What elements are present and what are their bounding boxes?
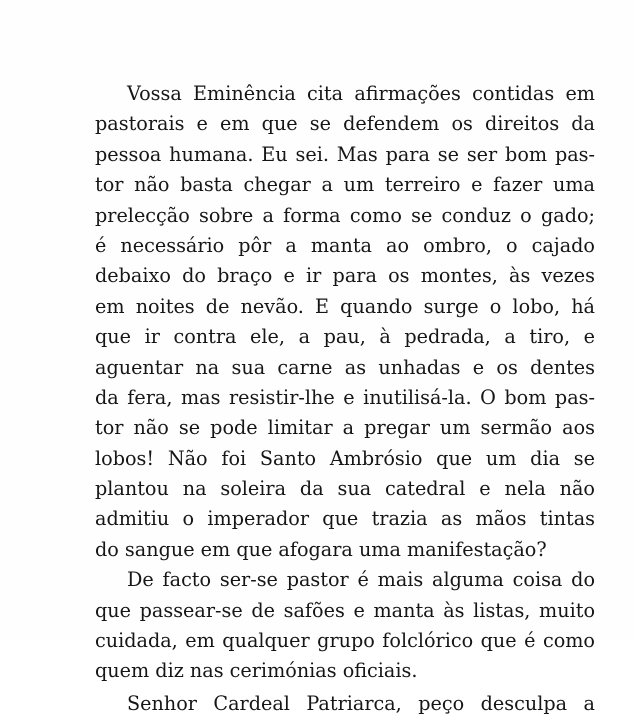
text-line: admitiu o imperador que trazia as mãos tintas bbox=[95, 507, 595, 531]
text-line: Senhor Cardeal Patriarca, peço desculpa a bbox=[127, 691, 595, 715]
paragraph-pastor bbox=[95, 79, 595, 565]
paragraph-folclore bbox=[95, 565, 595, 687]
text-line: aguentar na sua carne as unhadas e os dentes bbox=[95, 355, 595, 379]
body-text bbox=[95, 79, 595, 719]
text-line: tor não basta chegar a um terreiro e fazer uma bbox=[95, 173, 595, 197]
text-line: que ir contra ele, a pau, à pedrada, a tiro, e bbox=[95, 325, 595, 349]
paragraph-cardeal bbox=[95, 689, 595, 719]
text-line: Vossa Eminência cita afirmações contidas em bbox=[127, 82, 595, 105]
text-line: tor não se pode limitar a pregar um sermão aos bbox=[95, 416, 595, 440]
text-line: é necessário pôr a manta ao ombro, o cajado bbox=[95, 233, 595, 257]
text-line: em noites de nevão. E quando surge o lobo, há bbox=[95, 294, 595, 318]
text-line: debaixo do braço e ir para os montes, às vezes bbox=[95, 264, 595, 288]
text-line: quem diz nas cerimónias oficiais. bbox=[95, 659, 418, 683]
text-line: da fera, mas resistir-lhe e inutilisá-la. O bom pas- bbox=[95, 385, 595, 409]
text-line: De facto ser-se pastor é mais alguma coisa do bbox=[127, 568, 595, 592]
text-line: lobos! Não foi Santo Ambrósio que um dia se bbox=[95, 446, 595, 470]
text-line: pastorais e em que se defendem os direitos da bbox=[95, 112, 595, 136]
text-line: cuidada, em qualquer grupo folclórico que é como bbox=[95, 629, 595, 653]
text-line: pessoa humana. Eu sei. Mas para se ser bom pas- bbox=[95, 142, 595, 166]
text-line: que passear-se de safões e manta às listas, muito bbox=[95, 598, 595, 622]
text-line: prelecção sobre a forma como se conduz o gado; bbox=[95, 203, 595, 227]
text-line: plantou na soleira da sua catedral e nela não bbox=[95, 477, 595, 501]
text-line: do sangue em que afogara uma manifestação? bbox=[95, 537, 547, 561]
